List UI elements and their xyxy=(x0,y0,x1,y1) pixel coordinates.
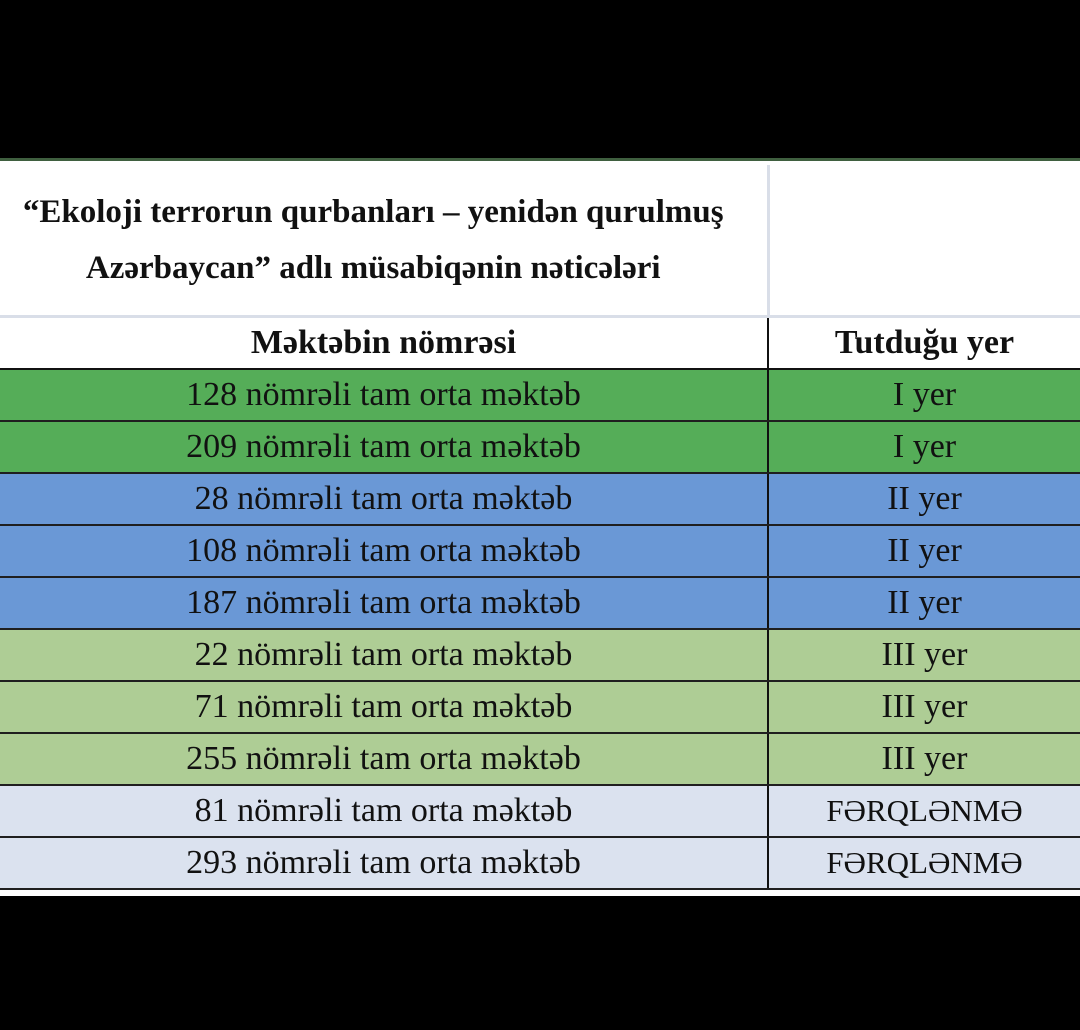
school-cell: 81 nömrəli tam orta məktəb xyxy=(0,785,768,837)
header-place: Tutduğu yer xyxy=(768,317,1080,370)
place-cell: FƏRQLƏNMƏ xyxy=(768,837,1080,889)
place-cell: II yer xyxy=(768,577,1080,629)
school-cell: 71 nömrəli tam orta məktəb xyxy=(0,681,768,733)
school-cell: 128 nömrəli tam orta məktəb xyxy=(0,369,768,421)
place-cell: II yer xyxy=(768,525,1080,577)
table-row xyxy=(0,733,1080,785)
school-cell: 108 nömrəli tam orta məktəb xyxy=(0,525,768,577)
title-row xyxy=(0,165,1080,317)
results-sheet xyxy=(0,158,1080,896)
place-cell: I yer xyxy=(768,421,1080,473)
title-blank-cell xyxy=(768,165,1080,317)
header-row xyxy=(0,317,1080,370)
place-cell: III yer xyxy=(768,681,1080,733)
school-cell: 209 nömrəli tam orta məktəb xyxy=(0,421,768,473)
table-row xyxy=(0,421,1080,473)
table-row xyxy=(0,785,1080,837)
school-cell: 22 nömrəli tam orta məktəb xyxy=(0,629,768,681)
table-title: “Ekoloji terrorun qurbanları – yenidən qurulmuş Azərbaycan” adlı müsabiqənin nəticələri xyxy=(0,165,768,317)
place-cell: III yer xyxy=(768,733,1080,785)
header-school: Məktəbin nömrəsi xyxy=(0,317,768,370)
school-cell: 255 nömrəli tam orta məktəb xyxy=(0,733,768,785)
table-row xyxy=(0,525,1080,577)
table-row xyxy=(0,681,1080,733)
school-cell: 28 nömrəli tam orta məktəb xyxy=(0,473,768,525)
table-row xyxy=(0,473,1080,525)
results-table xyxy=(0,165,1080,890)
table-row xyxy=(0,577,1080,629)
place-cell: I yer xyxy=(768,369,1080,421)
place-cell: III yer xyxy=(768,629,1080,681)
table-row xyxy=(0,369,1080,421)
place-cell: FƏRQLƏNMƏ xyxy=(768,785,1080,837)
school-cell: 187 nömrəli tam orta məktəb xyxy=(0,577,768,629)
table-row xyxy=(0,837,1080,889)
table-row xyxy=(0,629,1080,681)
school-cell: 293 nömrəli tam orta məktəb xyxy=(0,837,768,889)
place-cell: II yer xyxy=(768,473,1080,525)
